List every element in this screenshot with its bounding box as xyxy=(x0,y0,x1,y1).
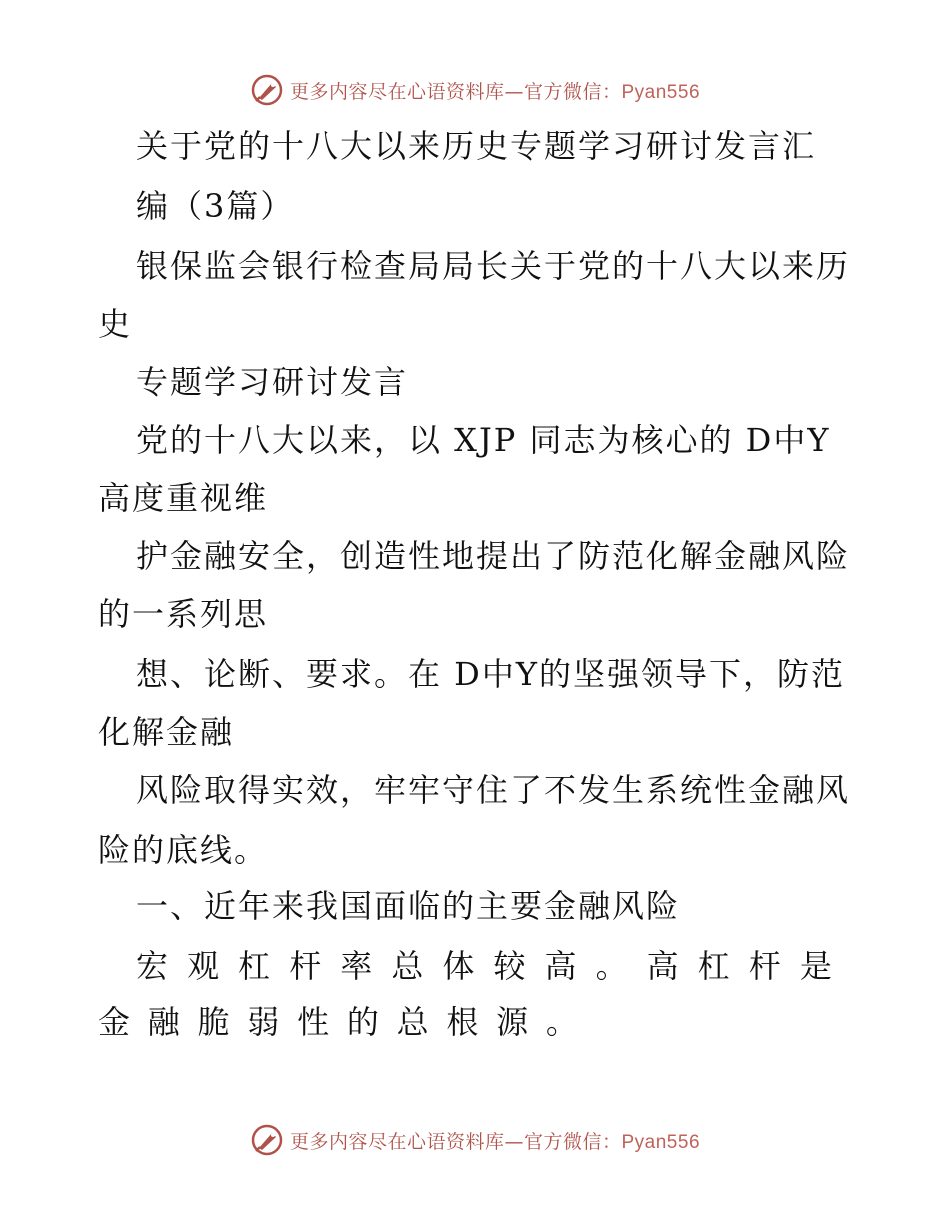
justified-char: 杆 xyxy=(289,947,322,985)
paragraph-line: 史 xyxy=(98,305,133,343)
justified-char: 根 xyxy=(446,1003,479,1041)
justified-char: 观 xyxy=(187,947,220,985)
justified-char: 体 xyxy=(442,947,475,985)
paragraph-line: 风险取得实效，牢牢守住了不发生系统性金融风 xyxy=(136,771,851,809)
watermark-text: 更多内容尽在心语资料库—官方微信：Pyan556 xyxy=(289,1130,701,1153)
paragraph-line: 高度重视维 xyxy=(98,479,269,517)
justified-char: 杠 xyxy=(238,947,271,985)
title-line-2: 编（3篇） xyxy=(136,187,295,225)
justified-char: 源 xyxy=(496,1003,529,1041)
paragraph-line: 化解金融 xyxy=(98,713,235,751)
paragraph-line: 的一系列思 xyxy=(98,595,269,633)
justified-char: 总 xyxy=(396,1003,429,1041)
justified-char: 率 xyxy=(340,947,373,985)
title-line-1: 关于党的十八大以来历史专题学习研讨发言汇 xyxy=(136,127,817,165)
justified-char: 金 xyxy=(98,1003,131,1041)
justified-char: 。 xyxy=(595,947,628,985)
paragraph-line: 党的十八大以来，以 XJP 同志为核心的 D中Y xyxy=(136,421,831,459)
justified-char: 的 xyxy=(346,1003,379,1041)
justified-char: 。 xyxy=(545,1003,578,1041)
justified-char: 是 xyxy=(799,947,832,985)
watermark-banner-bottom xyxy=(0,1120,950,1160)
justified-char: 高 xyxy=(646,947,679,985)
justified-char: 总 xyxy=(391,947,424,985)
section-heading: 一、近年来我国面临的主要金融风险 xyxy=(136,887,681,925)
paragraph-line: 想、论断、要求。在 D中Y的坚强领导下，防范 xyxy=(136,655,845,693)
justified-char: 高 xyxy=(544,947,577,985)
justified-line xyxy=(98,1002,578,1042)
justified-char: 杠 xyxy=(697,947,730,985)
justified-char: 性 xyxy=(297,1003,330,1041)
justified-char: 杆 xyxy=(748,947,781,985)
pen-nib-logo-icon xyxy=(250,1123,284,1157)
justified-line xyxy=(136,946,832,986)
paragraph-line: 护金融安全，创造性地提出了防范化解金融风险 xyxy=(136,537,851,575)
paragraph-line: 银保监会银行检查局局长关于党的十八大以来历 xyxy=(136,247,851,285)
justified-char: 脆 xyxy=(197,1003,230,1041)
justified-char: 宏 xyxy=(136,947,169,985)
justified-char: 较 xyxy=(493,947,526,985)
justified-char: 弱 xyxy=(247,1003,280,1041)
paragraph-line: 险的底线。 xyxy=(98,831,269,869)
watermark-text: 更多内容尽在心语资料库—官方微信：Pyan556 xyxy=(289,80,701,103)
paragraph-line: 专题学习研讨发言 xyxy=(136,363,409,401)
justified-char: 融 xyxy=(147,1003,180,1041)
